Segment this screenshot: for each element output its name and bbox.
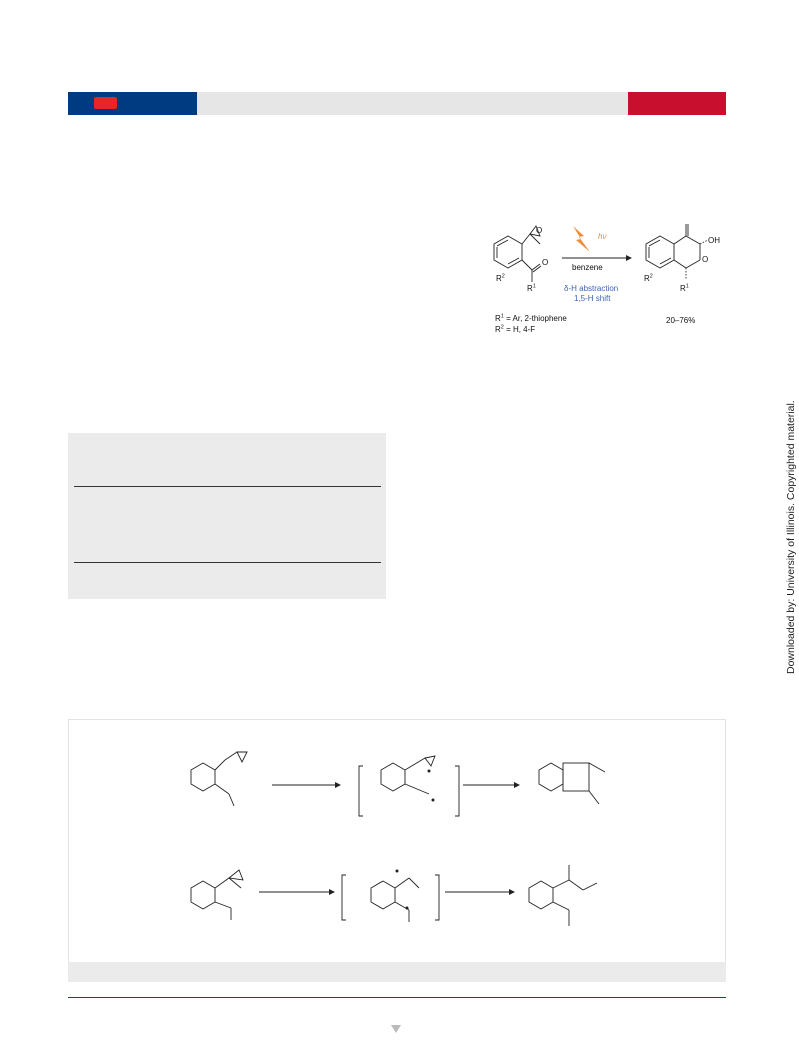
r2-label-product: $R^2$	[644, 273, 653, 283]
row2-intermediate-ring	[371, 881, 395, 909]
scroll-down-arrow-icon[interactable]	[391, 1025, 401, 1033]
header-band-left	[68, 92, 197, 115]
reaction-arrow-head	[626, 255, 632, 261]
reaction-scheme-top	[478, 218, 748, 348]
row1-reactant-ring	[191, 763, 215, 791]
r1-label-product: $R^1$	[680, 283, 689, 293]
benzene-ring-product	[646, 236, 674, 268]
ring-oxygen-label: O	[702, 255, 709, 264]
yield-label: 20–76%	[666, 316, 696, 325]
table-rule-top	[74, 486, 381, 487]
r2-label-start: $R^2$	[496, 273, 505, 283]
row2-product-ring	[529, 881, 553, 909]
mechanism-line-2: 1,5-H shift	[574, 294, 611, 303]
ketone-oxygen-label: O	[542, 258, 549, 267]
table-rule-bottom	[74, 562, 381, 563]
download-watermark-container	[783, 384, 799, 674]
header-band-right	[628, 92, 726, 115]
header-band-middle	[197, 92, 628, 115]
row1-product-ring	[539, 763, 563, 791]
mechanism-line-1: δ-H abstraction	[564, 284, 619, 293]
table-panel	[68, 433, 386, 599]
r1-label-start: $R^1$	[527, 283, 536, 293]
download-watermark: Downloaded by: University of Illinois. Copyrighted material.	[785, 400, 797, 674]
scheme-caption-bar	[68, 962, 726, 982]
substituent-definition-r1: $R^1 = Ar$, 2-thiophene	[495, 313, 567, 323]
benzene-ring-start	[494, 236, 522, 268]
substituent-definition-r2: $R^2 = H$, 4-F	[495, 324, 536, 334]
reagent-hv: hν	[598, 232, 607, 241]
solvent-label: benzene	[572, 263, 603, 272]
footer-rule	[68, 997, 726, 998]
row2-reactant-ring	[191, 881, 215, 909]
hydroxyl-label: OH	[708, 236, 720, 245]
reaction-scheme-bottom	[68, 719, 726, 982]
row1-intermediate-ring	[381, 763, 405, 791]
lightning-bolt-icon	[573, 226, 590, 252]
epoxide-oxygen-label: O	[536, 226, 543, 235]
header-badge	[94, 97, 117, 109]
reaction-scheme-bottom-drawing	[69, 720, 727, 963]
